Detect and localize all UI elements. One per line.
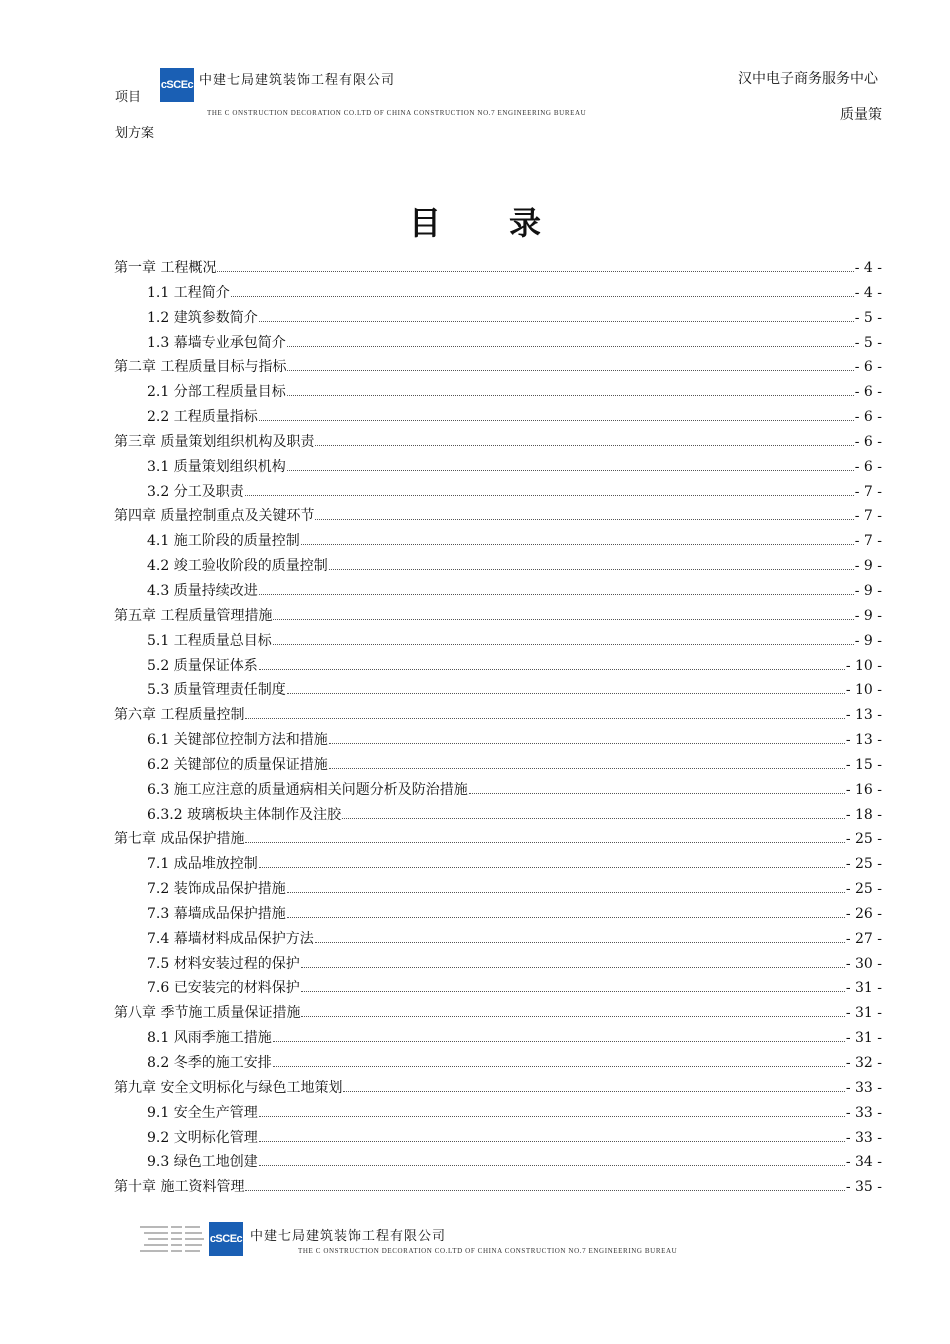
toc-entry-title: 第十章 施工资料管理 (114, 1179, 245, 1196)
toc-section-entry[interactable] (114, 529, 882, 554)
toc-entry-title: 第七章 成品保护措施 (114, 831, 245, 848)
header-project-doc-type: 质量策 (840, 107, 882, 123)
toc-dot-leader (259, 866, 845, 868)
toc-chapter-entry[interactable] (114, 504, 882, 529)
page-title: 目录 (408, 204, 609, 242)
toc-dot-leader (245, 841, 844, 843)
toc-entry-title: 3.1 质量策划组织机构 (147, 458, 286, 475)
toc-page-number: - 31 - (845, 980, 882, 997)
toc-entry-title: 4.3 质量持续改进 (147, 582, 258, 599)
toc-entry-title: 第二章 工程质量目标与指标 (114, 359, 287, 376)
toc-dot-leader (259, 593, 854, 595)
toc-chapter-entry[interactable] (114, 1001, 882, 1026)
toc-dot-leader (315, 518, 853, 520)
toc-entry-title: 1.3 幕墙专业承包简介 (147, 334, 286, 351)
toc-page-number: - 34 - (845, 1154, 882, 1171)
toc-dot-leader (245, 717, 844, 719)
toc-page-number: - 31 - (845, 1030, 882, 1047)
toc-chapter-entry[interactable] (114, 1076, 882, 1101)
footer-company-logo-icon: cSCEc (209, 1222, 243, 1256)
toc-entry-title: 7.3 幕墙成品保护措施 (147, 905, 286, 922)
toc-entry-title: 第五章 工程质量管理措施 (114, 607, 273, 624)
toc-dot-leader (287, 369, 853, 371)
toc-entry-title: 7.1 成品堆放控制 (147, 856, 258, 873)
toc-entry-title: 第八章 季节施工质量保证措施 (114, 1005, 301, 1022)
toc-page-number: - 6 - (854, 433, 882, 450)
header-project-name: 汉中电子商务服务中心 (738, 71, 878, 87)
toc-entry-title: 7.2 装饰成品保护措施 (147, 881, 286, 898)
toc-page-number: - 13 - (845, 707, 882, 724)
toc-page-number: - 30 - (845, 955, 882, 972)
toc-entry-title: 5.1 工程质量总目标 (147, 632, 272, 649)
toc-dot-leader (329, 767, 845, 769)
toc-entry-title: 9.1 安全生产管理 (147, 1104, 258, 1121)
toc-section-entry[interactable] (114, 678, 882, 703)
toc-dot-leader (301, 543, 854, 545)
toc-entry-title: 9.2 文明标化管理 (147, 1129, 258, 1146)
toc-page-number: - 4 - (854, 260, 882, 276)
toc-page-number: - 33 - (845, 1079, 882, 1096)
toc-dot-leader (342, 817, 845, 819)
toc-page-number: - 16 - (845, 781, 882, 798)
toc-section-entry[interactable] (114, 803, 882, 828)
toc-chapter-entry[interactable] (114, 827, 882, 852)
toc-dot-leader (301, 990, 845, 992)
toc-page-number: - 9 - (854, 558, 882, 575)
toc-page-number: - 25 - (845, 856, 882, 873)
toc-dot-leader (259, 419, 854, 421)
toc-section-entry[interactable] (114, 728, 882, 753)
toc-entry-title: 7.5 材料安装过程的保护 (147, 955, 300, 972)
toc-dot-leader (287, 692, 845, 694)
toc-entry-title: 7.6 已安装完的材料保护 (147, 980, 300, 997)
toc-chapter-entry[interactable] (114, 430, 882, 455)
toc-page-number: - 27 - (845, 930, 882, 947)
toc-dot-leader (259, 1140, 845, 1142)
toc-dot-leader (329, 568, 854, 570)
toc-section-entry[interactable] (114, 927, 882, 952)
header-project-left-line1: 项目 (115, 90, 142, 105)
header-company-name: 中建七局建筑装饰工程有限公司 (199, 73, 396, 88)
toc-page-number: - 6 - (854, 359, 882, 376)
toc-dot-leader (217, 270, 853, 272)
toc-dot-leader (301, 1015, 844, 1017)
toc-section-entry[interactable] (114, 852, 882, 877)
toc-page-number: - 7 - (854, 508, 882, 525)
toc-dot-leader (259, 320, 854, 322)
toc-section-entry[interactable] (114, 877, 882, 902)
header-company-english: THE C ONSTRUCTION DECORATION CO.LTD OF CHINA CONSTRUCTION NO.7 ENGINEERING BUREAU (207, 109, 587, 117)
toc-entry-title: 第六章 工程质量控制 (114, 707, 245, 724)
toc-dot-leader (287, 394, 854, 396)
toc-entry-title: 7.4 幕墙材料成品保护方法 (147, 930, 314, 947)
toc-page-number: - 6 - (854, 458, 882, 475)
toc-page-number: - 13 - (845, 732, 882, 749)
toc-section-entry[interactable] (114, 753, 882, 778)
toc-entry-title: 第四章 质量控制重点及关键环节 (114, 508, 315, 525)
toc-entry-title: 6.2 关键部位的质量保证措施 (147, 756, 328, 773)
toc-dot-leader (259, 1164, 845, 1166)
toc-entry-title: 5.2 质量保证体系 (147, 657, 258, 674)
toc-chapter-entry[interactable] (114, 1175, 882, 1200)
table-of-contents (114, 256, 882, 1200)
toc-section-entry[interactable] (114, 554, 882, 579)
toc-dot-leader (273, 643, 854, 645)
toc-section-entry[interactable] (114, 1026, 882, 1051)
toc-page-number: - 7 - (854, 533, 882, 550)
toc-section-entry[interactable] (114, 1126, 882, 1151)
toc-dot-leader (287, 891, 845, 893)
toc-entry-title: 第一章 工程概况 (114, 260, 217, 276)
toc-section-entry[interactable] (114, 455, 882, 480)
toc-entry-title: 5.3 质量管理责任制度 (147, 682, 286, 699)
toc-section-entry[interactable] (114, 405, 882, 430)
toc-entry-title: 2.1 分部工程质量目标 (147, 384, 286, 401)
toc-page-number: - 33 - (845, 1104, 882, 1121)
toc-section-entry[interactable] (114, 480, 882, 505)
toc-dot-leader (315, 941, 845, 943)
toc-entry-title: 6.3 施工应注意的质量通病相关问题分析及防治措施 (147, 781, 468, 798)
footer-company-english: THE C ONSTRUCTION DECORATION CO.LTD OF CHINA CONSTRUCTION NO.7 ENGINEERING BUREAU (298, 1247, 678, 1255)
toc-page-number: - 33 - (845, 1129, 882, 1146)
toc-dot-leader (231, 295, 854, 297)
toc-dot-leader (245, 1189, 844, 1191)
toc-page-number: - 5 - (854, 334, 882, 351)
toc-section-entry[interactable] (114, 331, 882, 356)
toc-page-number: - 6 - (854, 409, 882, 426)
toc-page-number: - 9 - (854, 582, 882, 599)
toc-section-entry[interactable] (114, 281, 882, 306)
toc-entry-title: 1.2 建筑参数简介 (147, 309, 258, 326)
toc-entry-title: 4.1 施工阶段的质量控制 (147, 533, 300, 550)
footer-stripes-graphic (140, 1222, 206, 1256)
toc-page-number: - 10 - (845, 657, 882, 674)
footer-company-name: 中建七局建筑装饰工程有限公司 (250, 1229, 447, 1244)
toc-chapter-entry[interactable] (114, 256, 882, 281)
toc-section-entry[interactable] (114, 778, 882, 803)
toc-dot-leader (315, 444, 853, 446)
toc-dot-leader (343, 1090, 844, 1092)
toc-section-entry[interactable] (114, 579, 882, 604)
toc-chapter-entry[interactable] (114, 604, 882, 629)
toc-dot-leader (287, 345, 854, 347)
toc-section-entry[interactable] (114, 654, 882, 679)
toc-dot-leader (259, 1115, 845, 1117)
toc-section-entry[interactable] (114, 306, 882, 331)
toc-section-entry[interactable] (114, 1051, 882, 1076)
toc-entry-title: 8.2 冬季的施工安排 (147, 1055, 272, 1071)
toc-page-number: - 7 - (854, 483, 882, 500)
toc-dot-leader (259, 668, 845, 670)
toc-section-entry[interactable] (114, 952, 882, 977)
company-logo-icon: cSCEc (160, 68, 194, 102)
toc-page-number: - 31 - (845, 1005, 882, 1022)
toc-page-number: - 32 - (845, 1055, 882, 1071)
toc-entry-title: 8.1 风雨季施工措施 (147, 1030, 272, 1047)
toc-entry-title: 第三章 质量策划组织机构及职责 (114, 433, 315, 450)
toc-page-number: - 9 - (854, 607, 882, 624)
toc-page-number: - 15 - (845, 756, 882, 773)
toc-page-number: - 6 - (854, 384, 882, 401)
toc-page-number: - 35 - (845, 1179, 882, 1196)
toc-entry-title: 第九章 安全文明标化与绿色工地策划 (114, 1079, 343, 1096)
toc-section-entry[interactable] (114, 629, 882, 654)
toc-entry-title: 3.2 分工及职责 (147, 483, 244, 500)
toc-entry-title: 9.3 绿色工地创建 (147, 1154, 258, 1171)
toc-dot-leader (301, 966, 845, 968)
toc-entry-title: 4.2 竣工验收阶段的质量控制 (147, 558, 328, 575)
toc-page-number: - 4 - (854, 284, 882, 301)
toc-section-entry[interactable] (114, 902, 882, 927)
toc-section-entry[interactable] (114, 1150, 882, 1175)
toc-dot-leader (245, 494, 854, 496)
toc-chapter-entry[interactable] (114, 703, 882, 728)
toc-dot-leader (329, 742, 845, 744)
toc-dot-leader (273, 1040, 845, 1042)
toc-chapter-entry[interactable] (114, 355, 882, 380)
toc-section-entry[interactable] (114, 976, 882, 1001)
toc-page-number: - 9 - (854, 632, 882, 649)
toc-dot-leader (273, 618, 853, 620)
toc-page-number: - 18 - (845, 806, 882, 823)
toc-section-entry[interactable] (114, 1101, 882, 1126)
toc-page-number: - 25 - (845, 831, 882, 848)
toc-dot-leader (287, 916, 845, 918)
toc-entry-title: 1.1 工程简介 (147, 284, 230, 301)
toc-section-entry[interactable] (114, 380, 882, 405)
toc-dot-leader (469, 792, 845, 794)
toc-entry-title: 6.1 关键部位控制方法和措施 (147, 732, 328, 749)
toc-page-number: - 25 - (845, 881, 882, 898)
toc-page-number: - 5 - (854, 309, 882, 326)
header-project-left-line2: 划方案 (115, 126, 155, 141)
toc-page-number: - 26 - (845, 905, 882, 922)
toc-page-number: - 10 - (845, 682, 882, 699)
toc-entry-title: 2.2 工程质量指标 (147, 409, 258, 426)
toc-dot-leader (287, 469, 854, 471)
toc-dot-leader (273, 1065, 845, 1067)
toc-entry-title: 6.3.2 玻璃板块主体制作及注胶 (147, 806, 342, 823)
